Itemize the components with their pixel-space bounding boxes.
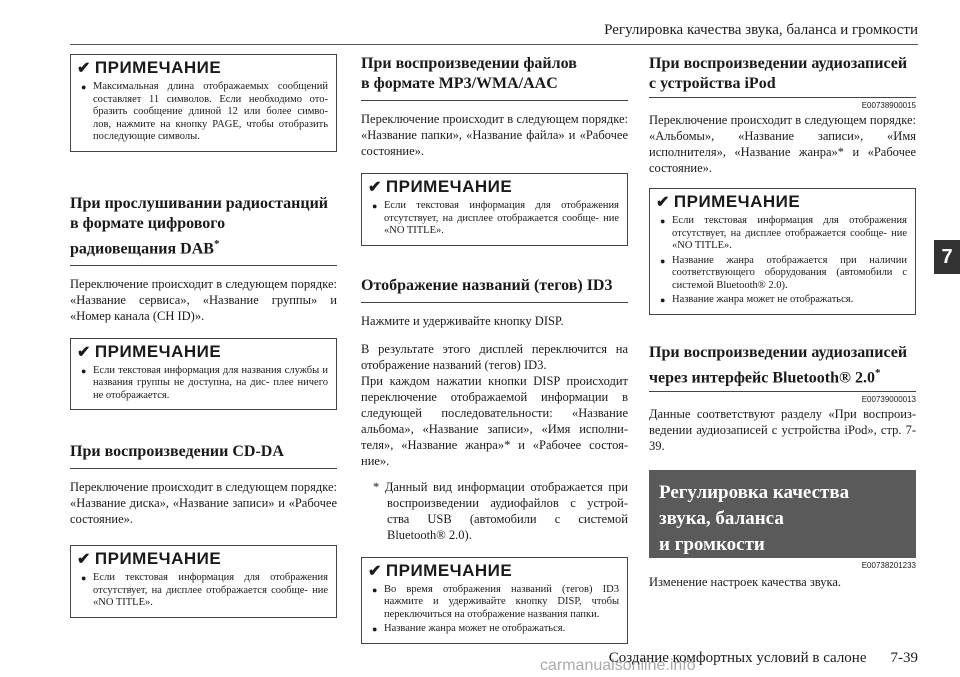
column-3 bbox=[649, 54, 916, 590]
note-box bbox=[70, 545, 337, 618]
cdda-paragraph: Переключение происходит в следующем порядке: «Название диска», «Название записи» и «Рабочее состояние». bbox=[70, 480, 337, 527]
footnote: * Данный вид информации отображается при воспроизведении аудиофайлов с устрой- ства USB (автомобили с системой Bluetooth® 2.0). bbox=[373, 479, 628, 542]
note-header bbox=[650, 189, 915, 213]
chapter-tab: 7 bbox=[934, 240, 960, 274]
note-box bbox=[70, 338, 337, 411]
bluetooth-paragraph: Данные соответствуют разделу «При воспроиз- ведении аудиозаписей с устройства iPod», стр. 7-39. bbox=[649, 406, 916, 453]
note-header bbox=[71, 546, 336, 570]
ipod-code: E00738900015 bbox=[649, 97, 916, 110]
note-label: ПРИМЕЧАНИЕ bbox=[385, 560, 513, 580]
header-rule bbox=[70, 44, 918, 45]
note-item: ● Во время отображения названий (тегов) ID3 нажмите и удерживайте кнопку DISP, чтобы переключиться на отображение названия папки. bbox=[384, 584, 619, 622]
column-1 bbox=[70, 54, 337, 626]
note-label: ПРИМЕЧАНИЕ bbox=[385, 177, 513, 196]
note-label: ПРИМЕЧАНИЕ bbox=[94, 58, 222, 77]
dab-paragraph: Переключение происходит в следующем порядке: «Название сервиса», «Название группы» и «Номер канала (CH ID)». bbox=[70, 276, 337, 323]
block-code: E00738201233 bbox=[861, 560, 916, 570]
note-header bbox=[362, 174, 627, 198]
note-item: ● Если текстовая информация для отображения отсутствует, на дисплее отображается сообще- ние «NO TITLE». bbox=[93, 572, 328, 610]
id3-paragraph-1: Нажмите и удерживайте кнопку DISP. bbox=[361, 313, 564, 328]
checkmark-icon: ✔ bbox=[368, 562, 382, 580]
note-item: ● Если текстовая информация для отображения отсутствует, на дисплее отображается сообще- ние «NO TITLE». bbox=[672, 215, 907, 253]
id3-paragraph-3: При каждом нажатии кнопки DISP происходит переключение отображаемой информации в следующей последовательности: «Название альбома», «Название записи», «Имя исполни- теля», «Название жанра»* и «Рабочее состоя- ние». bbox=[361, 373, 628, 468]
note-item: ● Название жанра может не отображаться. bbox=[672, 294, 907, 307]
note-label: ПРИМЕЧАНИЕ bbox=[673, 192, 801, 211]
note-box bbox=[361, 173, 628, 246]
running-header: Регулировка качества звука, баланса и громкости bbox=[604, 22, 918, 38]
section-heading-cdda: При воспроизведении CD-DA bbox=[70, 442, 337, 469]
section-title-block: Регулировка качества звука, баланса и громкости bbox=[649, 470, 916, 558]
mp3-paragraph: Переключение происходит в следующем порядке: «Название папки», «Название файла» и «Рабочее состояние». bbox=[361, 112, 628, 158]
checkmark-icon: ✔ bbox=[77, 551, 91, 569]
page-number: 7-39 bbox=[890, 650, 918, 666]
note-item: ● Если текстовая информация для названия службы и названия группы не доступна, на дис- плее ничего не отображается. bbox=[93, 365, 328, 403]
id3-paragraph-2: В результате этого дисплей переключится на отображение названий (тегов) ID3. bbox=[361, 341, 628, 372]
page-footer bbox=[609, 650, 918, 667]
note-label: ПРИМЕЧАНИЕ bbox=[94, 341, 222, 361]
checkmark-icon: ✔ bbox=[368, 179, 382, 196]
footer-section: Создание комфортных условий в салоне bbox=[608, 650, 867, 666]
checkmark-icon: ✔ bbox=[77, 60, 91, 77]
watermark: carmanualsonline.info bbox=[540, 657, 696, 674]
note-label: ПРИМЕЧАНИЕ bbox=[94, 549, 222, 569]
note-box bbox=[361, 557, 628, 644]
ipod-paragraph: Переключение происходит в следующем порядке: «Альбомы», «Название записи», «Имя исполнителя», «Название жанра»* и «Рабочее состояние». bbox=[649, 113, 916, 175]
note-item: ● Если текстовая информация для отображения отсутствует, на дисплее отображается сообще- ние «NO TITLE». bbox=[384, 200, 619, 238]
note-item: ● Название жанра отображается при наличии соответствующего оборудования (автомобили с системой Bluetooth® 2.0). bbox=[672, 255, 907, 293]
note-box bbox=[649, 188, 916, 315]
note-item: ● Название жанра может не отображаться. bbox=[384, 623, 619, 636]
checkmark-icon: ✔ bbox=[77, 343, 91, 361]
note-header bbox=[362, 558, 627, 582]
note-header bbox=[71, 339, 336, 363]
note-item: ● Максимальная длина отображаемых сообщений составляет 11 символов. Если необходимо ото- бразить сообщение длиной 12 или более симво- лов, нажмите на кнопку PAGE, чтобы отобразить последующие символы. bbox=[93, 81, 328, 144]
checkmark-icon: ✔ bbox=[656, 194, 670, 211]
bluetooth-code: E00739000013 bbox=[649, 391, 916, 404]
note-box bbox=[70, 54, 337, 152]
section-heading-bluetooth: При воспроизведении аудиозаписей через интерфейс Bluetooth® 2.0* bbox=[649, 343, 908, 386]
note-header bbox=[71, 55, 336, 79]
section-heading-dab: При прослушивании радиостанций в формате цифрового радиовещания DAB* bbox=[70, 194, 337, 266]
block-paragraph: Изменение настроек качества звука. bbox=[649, 574, 842, 589]
column-2 bbox=[361, 54, 628, 652]
section-heading-mp3: При воспроизведении файлов в формате MP3/WMA/AAC bbox=[361, 54, 628, 101]
section-heading-ipod: При воспроизведении аудиозаписей с устройства iPod bbox=[649, 55, 908, 92]
section-heading-id3: Отображение названий (тегов) ID3 bbox=[361, 276, 628, 303]
